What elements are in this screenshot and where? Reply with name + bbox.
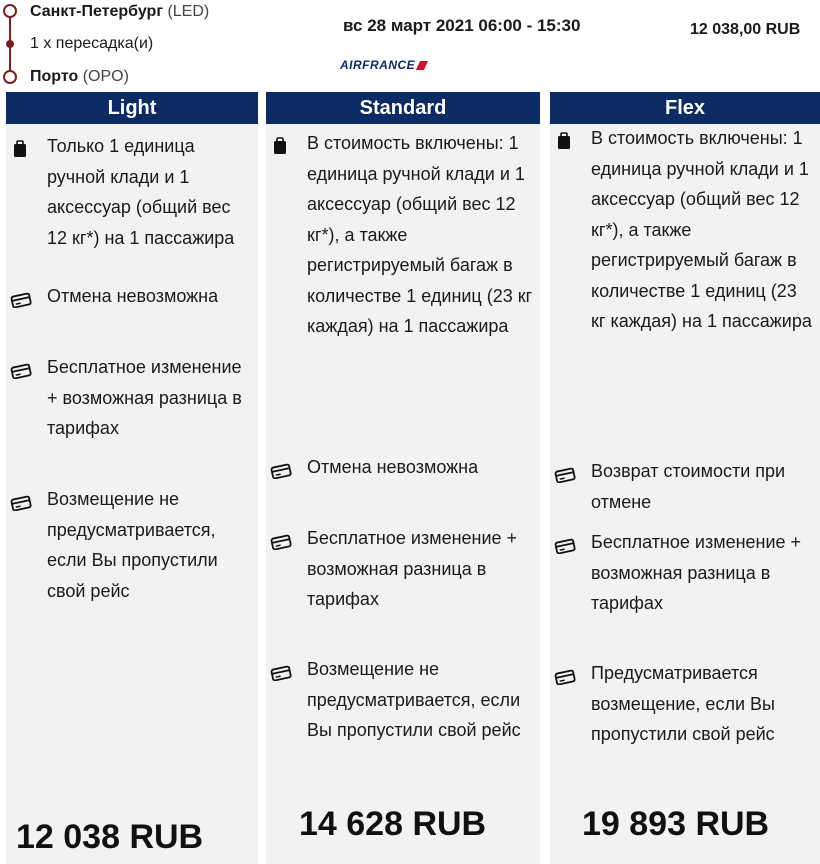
card-icon <box>269 660 291 676</box>
origin-marker-icon <box>3 4 17 18</box>
fare-feature: В стоимость включены: 1 единица ручной клади и 1 аксессуар (общий вес 12 кг*), а также регистрируемый багаж в количестве 1 единиц (23 кг каждая) на 1 пассажира <box>550 123 816 337</box>
airline-name: AIRFRANCE <box>340 58 416 72</box>
fare-price: 14 628 RUB <box>299 805 487 843</box>
fare-feature: Предусматривается возмещение, если Вы пропустили свой рейс <box>550 658 816 750</box>
airline-stripe-icon <box>416 61 428 70</box>
fare-feature: Бесплатное изменение + возможная разница в тарифах <box>6 352 254 444</box>
baggage-icon <box>269 134 291 150</box>
destination-code: (OPO) <box>82 68 129 85</box>
origin-city: Санкт-Петербург <box>30 3 163 20</box>
fare-column-flex[interactable] <box>550 92 820 864</box>
fare-feature: Возмещение не предусматривается, если Вы пропустили свой рейс <box>6 484 254 606</box>
card-icon <box>9 490 31 506</box>
route-summary <box>0 0 330 92</box>
fare-feature: Бесплатное изменение + возможная разница в тарифах <box>550 527 816 619</box>
fare-price: 19 893 RUB <box>582 805 770 843</box>
baggage-icon <box>553 129 575 145</box>
card-icon <box>553 533 575 549</box>
fare-column-light[interactable] <box>6 92 258 864</box>
stop-marker-icon <box>6 40 14 48</box>
airline-logo <box>340 58 426 72</box>
fare-price: 12 038 RUB <box>16 818 204 856</box>
card-icon <box>269 529 291 545</box>
fare-feature: Бесплатное изменение + возможная разница в тарифах <box>266 523 536 615</box>
destination-city: Порто <box>30 68 79 85</box>
baggage-icon <box>9 137 31 153</box>
fare-feature: Только 1 единица ручной клади и 1 аксессуар (общий вес 12 кг*) на 1 пассажира <box>6 131 254 253</box>
fare-feature: Отмена невозможна <box>266 452 536 483</box>
card-icon <box>553 462 575 478</box>
fare-name: Light <box>6 92 258 124</box>
fare-name: Standard <box>266 92 540 124</box>
fare-feature: В стоимость включены: 1 единица ручной клади и 1 аксессуар (общий вес 12 кг*), а также регистрируемый багаж в количестве 1 единиц (23 кг каждая) на 1 пассажира <box>266 128 536 342</box>
origin-code: (LED) <box>167 3 210 20</box>
flight-price: 12 038,00 RUB <box>690 21 801 38</box>
fare-feature: Возмещение не предусматривается, если Вы пропустили свой рейс <box>266 654 536 746</box>
stops-info: 1 х пересадка(и) <box>30 35 154 52</box>
origin <box>30 3 209 21</box>
fare-feature: Возврат стоимости при отмене <box>550 456 816 517</box>
card-icon <box>9 287 31 303</box>
fare-feature: Отмена невозможна <box>6 281 254 312</box>
destination <box>30 68 129 86</box>
fare-column-standard[interactable] <box>266 92 540 864</box>
card-icon <box>9 358 31 374</box>
card-icon <box>269 458 291 474</box>
destination-marker-icon <box>3 70 17 84</box>
card-icon <box>553 664 575 680</box>
fare-name: Flex <box>550 92 820 124</box>
flight-datetime: вс 28 март 2021 06:00 - 15:30 <box>343 16 581 35</box>
